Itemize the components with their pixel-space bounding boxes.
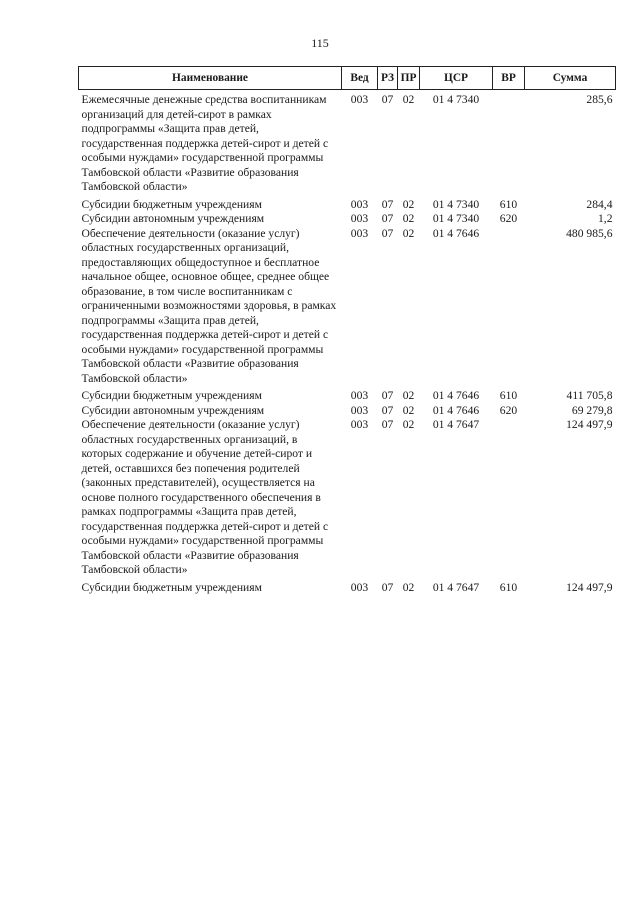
header-ved: Вед [342, 67, 378, 90]
row-name: Обеспечение деятельности (оказание услуг) областных государственных организаций, предоставляющих общедоступное и бесплатное начальное общее, основное общее, среднее общее образование, в том числе воспитанникам с ограниченными возможностями здоровья, в рамках подпрограммы «Защита прав детей, государственная поддержка детей-сирот и детей с особыми нуждами» государственной программы Тамбовской области «Развитие образования Тамбовской области» [81, 226, 337, 385]
row-vr: 610 [499, 580, 518, 594]
row-sum: 480 985,6 [566, 226, 613, 240]
row-pr: 02 [402, 403, 415, 417]
header-name: Наименование [79, 67, 342, 90]
row-sum: 69 279,8 [571, 403, 613, 417]
row-pr: 02 [402, 580, 415, 594]
row-pr: 02 [402, 418, 415, 431]
row-vr [493, 227, 525, 387]
row-sum: 411 705,8 [566, 389, 613, 402]
row-ved: 003 [350, 226, 369, 240]
table-row [79, 90, 616, 195]
table-row [79, 227, 616, 387]
table-body [79, 90, 616, 596]
row-csr: 01 4 7340 [432, 93, 480, 106]
table-row [79, 195, 616, 213]
row-ved: 003 [350, 93, 369, 106]
row-ved: 003 [350, 418, 369, 431]
row-ved: 003 [350, 197, 369, 211]
row-rz: 07 [381, 403, 394, 417]
row-ved: 003 [350, 403, 369, 417]
row-sum: 1,2 [598, 212, 613, 225]
row-csr: 01 4 7340 [432, 197, 480, 211]
row-sum: 124 497,9 [566, 580, 613, 594]
row-sum: 285,6 [586, 93, 613, 106]
row-vr [493, 90, 525, 195]
row-name: Субсидии бюджетным учреждениям [81, 580, 262, 594]
row-name: Субсидии автономным учреждениям [81, 403, 265, 417]
row-csr: 01 4 7646 [432, 403, 480, 417]
row-rz: 07 [381, 580, 394, 594]
row-vr [493, 418, 525, 578]
row-rz: 07 [381, 212, 394, 225]
row-name: Обеспечение деятельности (оказание услуг) областных государственных организаций, в которых содержание и обучение детей-сирот и детей, оставшихся без попечения родителей (законных представителей), осуществляется на основе полного государственного обеспечения в рамках подпрограммы «Защита прав детей, государственная поддержка детей-сирот и детей с особыми нуждами» государственной программы Тамбовской области «Развитие образования Тамбовской области» [81, 418, 329, 576]
header-rz: РЗ [378, 67, 398, 90]
table-row [79, 212, 616, 227]
row-name: Ежемесячные денежные средства воспитанникам организаций для детей-сирот в рамках подпрограммы «Защита прав детей, государственная поддержка детей-сирот и детей с особыми нуждами» государственной программы Тамбовской области «Развитие образования Тамбовской области» [81, 93, 329, 193]
row-vr: 620 [499, 403, 518, 417]
row-vr: 620 [499, 212, 518, 225]
table-row [79, 386, 616, 404]
row-ved: 003 [350, 389, 369, 402]
row-ved: 003 [350, 212, 369, 225]
row-csr: 01 4 7647 [432, 418, 480, 431]
header-pr: ПР [398, 67, 420, 90]
row-pr: 02 [402, 226, 415, 240]
row-rz: 07 [381, 93, 394, 106]
row-csr: 01 4 7647 [432, 580, 480, 594]
row-rz: 07 [381, 389, 394, 402]
row-csr: 01 4 7340 [432, 212, 480, 225]
header-sum: Сумма [525, 67, 616, 90]
row-pr: 02 [402, 93, 415, 106]
row-sum: 284,4 [586, 197, 613, 211]
header-row [79, 67, 616, 90]
table-row [79, 404, 616, 419]
row-ved: 003 [350, 580, 369, 594]
row-vr: 610 [499, 197, 518, 211]
table-row [79, 418, 616, 578]
row-vr: 610 [499, 389, 518, 402]
budget-table [78, 66, 616, 595]
row-pr: 02 [402, 389, 415, 402]
row-csr: 01 4 7646 [432, 389, 480, 402]
row-name: Субсидии бюджетным учреждениям [81, 389, 262, 402]
row-rz: 07 [381, 418, 394, 431]
row-rz: 07 [381, 226, 394, 240]
row-rz: 07 [381, 197, 394, 211]
row-name: Субсидии автономным учреждениям [81, 212, 265, 225]
header-csr: ЦСР [420, 67, 493, 90]
row-pr: 02 [402, 197, 415, 211]
table-row [79, 578, 616, 596]
row-name: Субсидии бюджетным учреждениям [81, 197, 262, 211]
table-header [79, 67, 616, 90]
page-number: 115 [311, 36, 329, 50]
header-vr: ВР [493, 67, 525, 90]
row-sum: 124 497,9 [566, 418, 613, 431]
row-csr: 01 4 7646 [432, 226, 480, 240]
row-pr: 02 [402, 212, 415, 225]
